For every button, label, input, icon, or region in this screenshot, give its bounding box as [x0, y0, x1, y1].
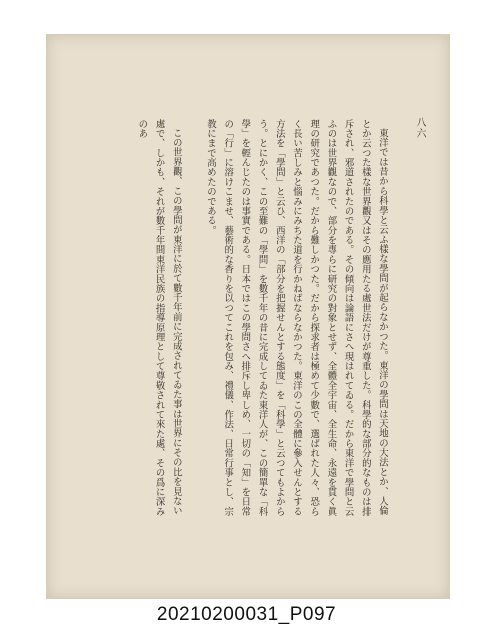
vertical-text-block: [133, 119, 391, 519]
page-number: 八六: [414, 117, 425, 139]
book-page: [46, 34, 450, 599]
paragraph-1: 東洋では昔から科學と云ふ樣な學問が起らなかつた。東洋の學問は天地の大法とか、人倫とか云つた樣な世界觀又はその應用たる處世法だけが尊重した。科學的な部分的なものは排斥され、邪道されたのである。その傾向は論語にさへ現はれてゐる。だから東洋で學問と云ふのは世界觀なので、部分を專らに研究の對象とせず、全體全宇宙、全生命、永遠を貫く眞理の研究であつた。だから難しかつた。だから探求者は極めて少數で、選ばれた人々、恐らく長い苦しみと惱みにみちた道を行かねばならなかつた。東洋のこの全體に參入せんとする方法を「學問」と云ひ、西洋の「部分を把握せんとする態度」を「科學」と云つてもよからう。とにかく、この至難の「學問」を數千年の昔に完成してゐた東洋人が、この簡單な「科學」を輕んじたのは事實である。日本ではこの學問さへ排斥し卑しめ、一切の「知」を日常の「行」に溶けこませ、藝術的な香りを以つてこれを包み、禮儀、作法、日常行事とし、宗教にまで高めたのである。: [204, 119, 388, 517]
image-id-caption: 20210200031_P097: [156, 604, 337, 625]
paragraph-2: この世界觀、この學問が東洋に於て數千年前に完成されてゐた事は世界にその比を見ない處で、しかも、それが數千年間東洋民族の指導原理として尊敬されて來た處、その爲に深みのあ: [136, 119, 182, 517]
